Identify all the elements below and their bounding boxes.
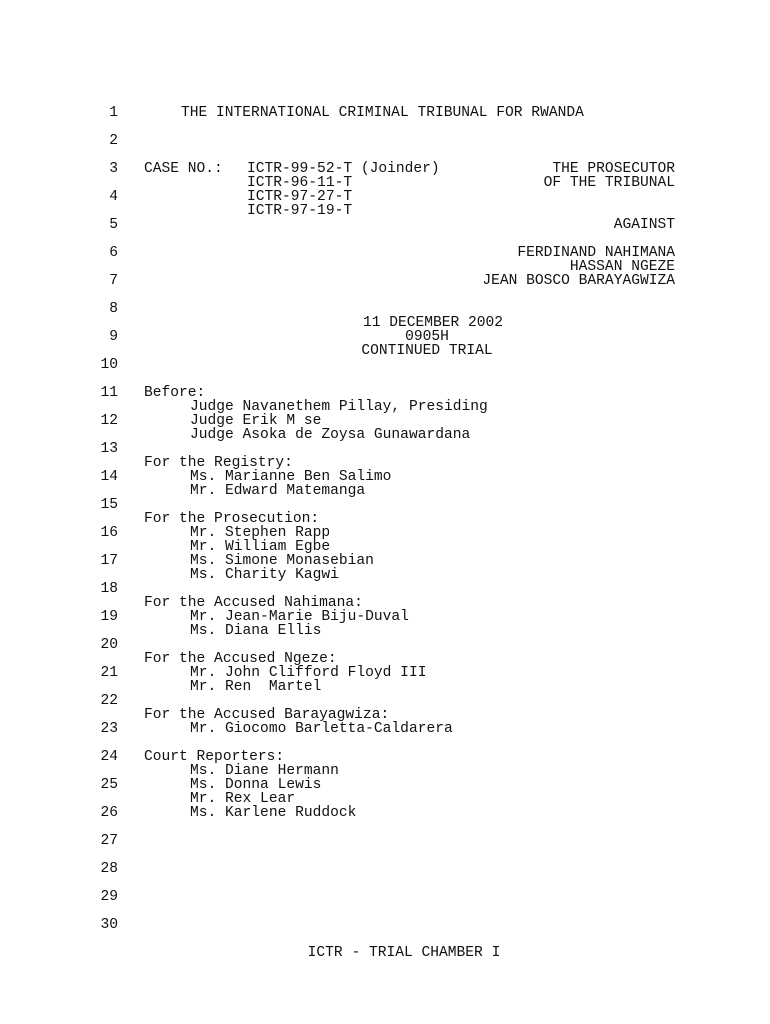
section-heading: Before: (144, 385, 206, 401)
line-number-27: 27 (100, 833, 118, 849)
participant-name: Ms. Diane Hermann (190, 763, 339, 779)
line-number-21: 21 (100, 665, 118, 681)
line-number-16: 16 (100, 525, 118, 541)
line-number-7: 7 (109, 273, 118, 289)
participant-name: Ms. Donna Lewis (190, 777, 322, 793)
participant-name: Ms. Marianne Ben Salimo (190, 469, 392, 485)
line-number-18: 18 (100, 581, 118, 597)
line-number-12: 12 (100, 413, 118, 429)
section-heading: For the Prosecution: (144, 511, 320, 527)
line-number-28: 28 (100, 861, 118, 877)
session-date: 11 DECEMBER 2002 (362, 315, 504, 331)
line-number-15: 15 (100, 497, 118, 513)
participant-name: Judge Navanethem Pillay, Presiding (190, 399, 488, 415)
prosecutor-line: OF THE TRIBUNAL (543, 175, 675, 191)
participant-name: Judge Erik M se (190, 413, 322, 429)
line-number-4: 4 (109, 189, 118, 205)
line-number-29: 29 (100, 889, 118, 905)
page-footer: ICTR - TRIAL CHAMBER I (307, 945, 501, 961)
line-number-17: 17 (100, 553, 118, 569)
participant-name: Ms. Karlene Ruddock (190, 805, 357, 821)
case-number: ICTR-96-11-T (247, 175, 353, 191)
tribunal-title: THE INTERNATIONAL CRIMINAL TRIBUNAL FOR RWANDA (181, 105, 584, 121)
accused-name: JEAN BOSCO BARAYAGWIZA (482, 273, 675, 289)
section-heading: For the Accused Nahimana: (144, 595, 363, 611)
line-number-6: 6 (109, 245, 118, 261)
accused-name: HASSAN NGEZE (569, 259, 675, 275)
participant-name: Mr. Giocomo Barletta-Caldarera (190, 721, 453, 737)
line-number-24: 24 (100, 749, 118, 765)
line-number-14: 14 (100, 469, 118, 485)
section-heading: Court Reporters: (144, 749, 285, 765)
section-heading: For the Registry: (144, 455, 293, 471)
line-number-20: 20 (100, 637, 118, 653)
section-heading: For the Accused Ngeze: (144, 651, 337, 667)
line-number-22: 22 (100, 693, 118, 709)
line-number-19: 19 (100, 609, 118, 625)
case-number: ICTR-97-19-T (247, 203, 353, 219)
participant-name: Mr. William Egbe (190, 539, 331, 555)
line-number-30: 30 (100, 917, 118, 933)
line-number-13: 13 (100, 441, 118, 457)
session-time: 0905H (405, 329, 449, 345)
case-label: CASE NO.: (144, 161, 223, 177)
participant-name: Mr. Jean-Marie Biju-Duval (190, 609, 409, 625)
line-number-8: 8 (109, 301, 118, 317)
against-label: AGAINST (613, 217, 675, 233)
accused-name: FERDINAND NAHIMANA (517, 245, 675, 261)
participant-name: Mr. John Clifford Floyd III (190, 665, 427, 681)
case-number: ICTR-99-52-T (Joinder) (247, 161, 440, 177)
case-number: ICTR-97-27-T (247, 189, 353, 205)
line-number-11: 11 (100, 385, 118, 401)
line-number-26: 26 (100, 805, 118, 821)
line-number-1: 1 (109, 105, 118, 121)
session-type: CONTINUED TRIAL (361, 343, 493, 359)
line-number-10: 10 (100, 357, 118, 373)
participant-name: Mr. Rex Lear (190, 791, 296, 807)
participant-name: Ms. Charity Kagwi (190, 567, 339, 583)
participant-name: Ms. Diana Ellis (190, 623, 322, 639)
participant-name: Mr. Ren Martel (190, 679, 322, 695)
participant-name: Mr. Edward Matemanga (190, 483, 366, 499)
line-number-5: 5 (109, 217, 118, 233)
line-number-25: 25 (100, 777, 118, 793)
participant-name: Ms. Simone Monasebian (190, 553, 374, 569)
line-number-2: 2 (109, 133, 118, 149)
participant-name: Judge Asoka de Zoysa Gunawardana (190, 427, 471, 443)
line-number-9: 9 (109, 329, 118, 345)
line-number-23: 23 (100, 721, 118, 737)
participant-name: Mr. Stephen Rapp (190, 525, 331, 541)
line-number-3: 3 (109, 161, 118, 177)
section-heading: For the Accused Barayagwiza: (144, 707, 390, 723)
prosecutor-line: THE PROSECUTOR (552, 161, 675, 177)
